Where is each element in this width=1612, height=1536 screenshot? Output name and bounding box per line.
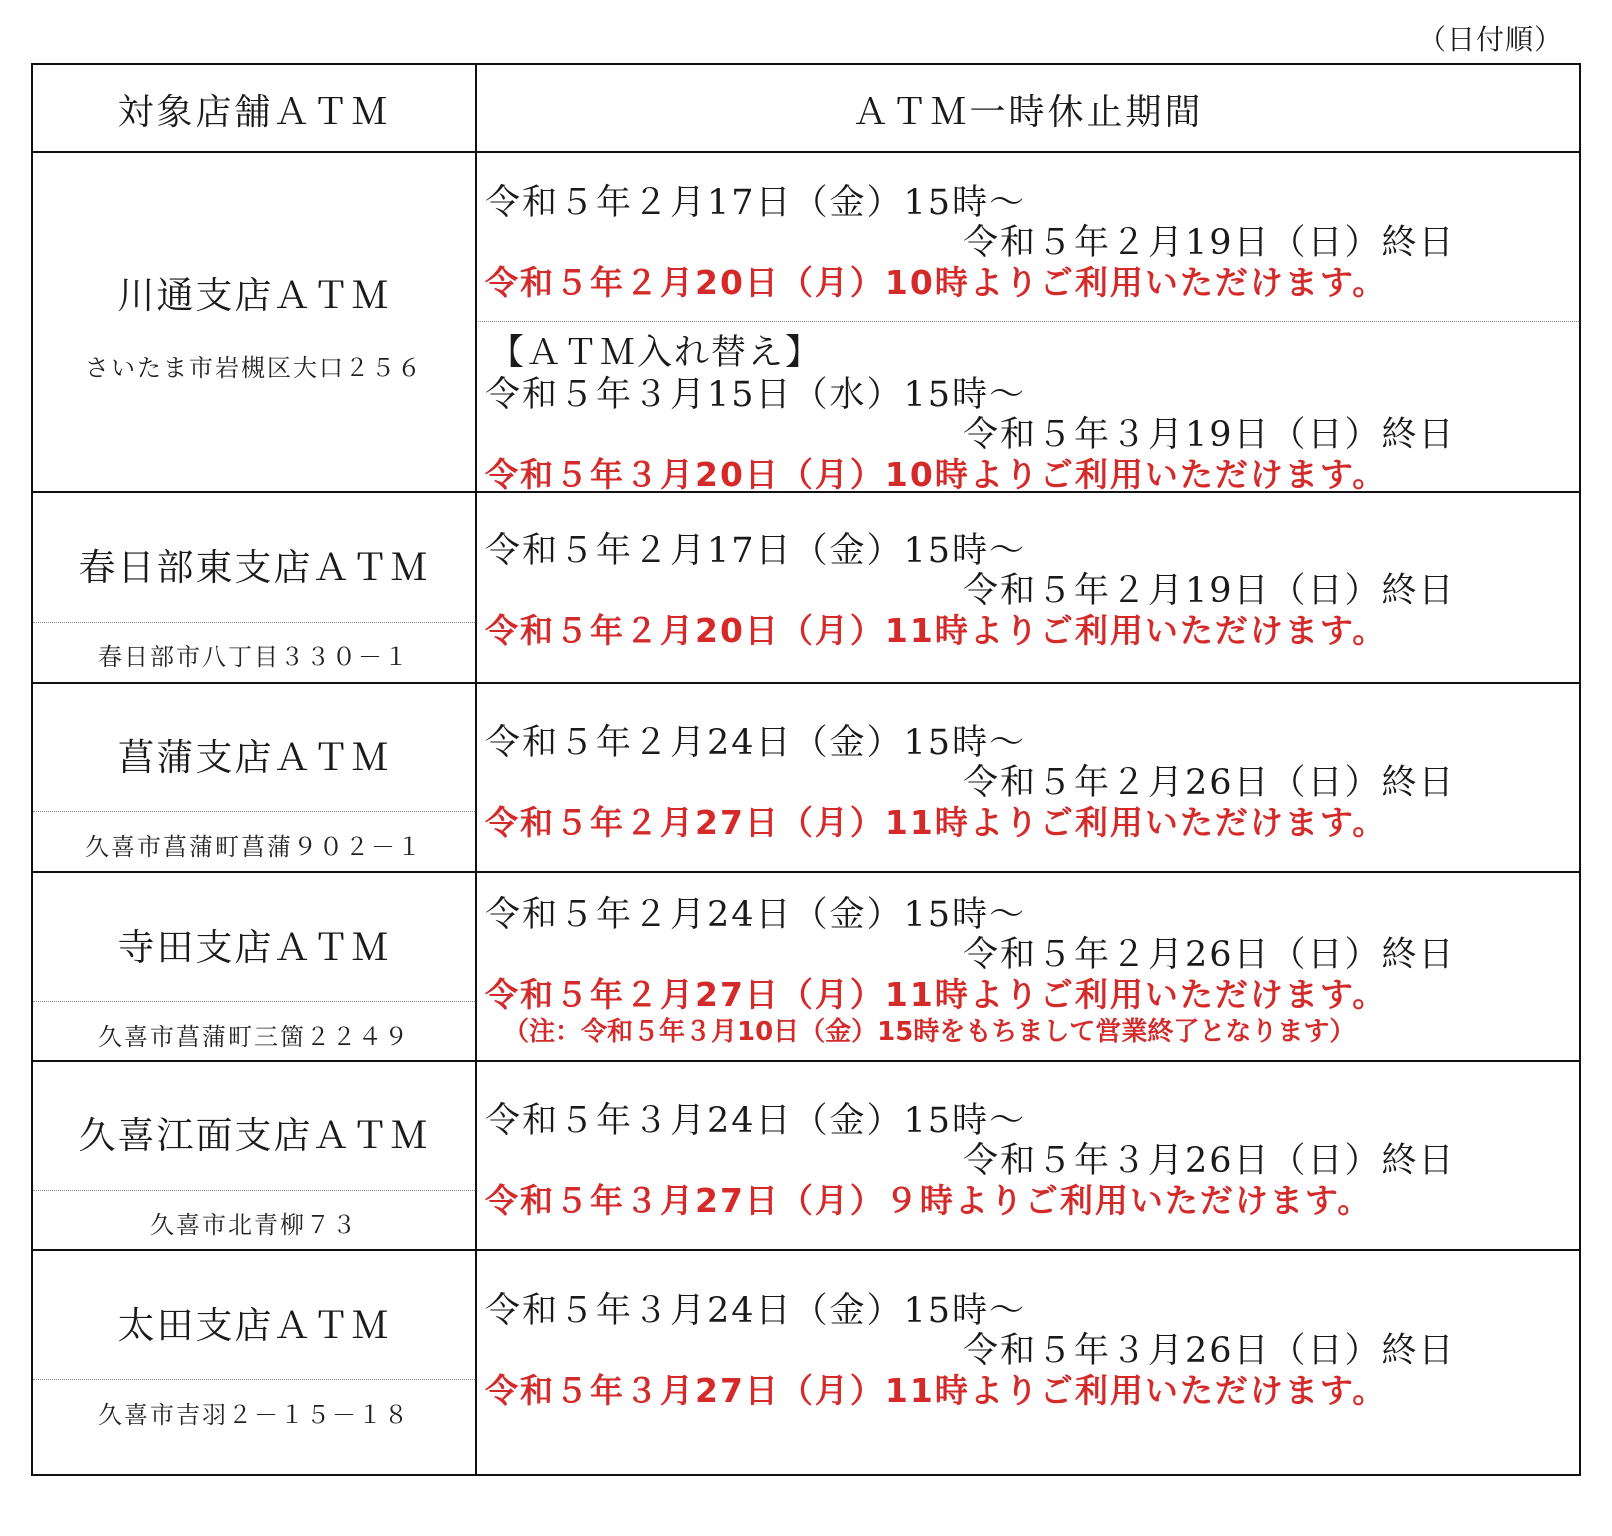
closure-note: （注：令和５年３月10日（金）15時をもちまして営業終了となります） [503, 1017, 1356, 1047]
resume-text: 令和５年３月27日（月）９時よりご利用いただけます。 [485, 1181, 1373, 1220]
replacement-tag: 【ＡＴＭ入れ替え】 [489, 333, 823, 373]
name-address-divider [33, 1379, 475, 1380]
period-start: 令和５年３月15日（水）15時～ [485, 375, 1027, 415]
period-start: 令和５年３月24日（金）15時～ [485, 1101, 1027, 1141]
row-divider [33, 491, 1579, 493]
row-divider [33, 682, 1579, 684]
branch-address: さいたま市岩槻区大口２５６ [85, 354, 423, 382]
period-start: 令和５年２月24日（金）15時～ [485, 895, 1027, 935]
name-address-divider [33, 1001, 475, 1002]
period-start: 令和５年２月17日（金）15時～ [485, 531, 1027, 571]
resume-text: 令和５年３月27日（月）11時よりご利用いただけます。 [485, 1371, 1388, 1410]
period-end: 令和５年２月19日（日）終日 [963, 571, 1456, 611]
period-end: 令和５年２月26日（日）終日 [963, 935, 1456, 975]
row-divider [33, 871, 1579, 873]
resume-text: 令和５年２月27日（月）11時よりご利用いただけます。 [485, 803, 1388, 842]
branch-address: 久喜市吉羽２－１５－１８ [98, 1401, 410, 1429]
header-suspension-period: ＡＴＭ一時休止期間 [852, 91, 1204, 133]
resume-text: 令和５年３月20日（月）10時よりご利用いただけます。 [485, 455, 1388, 494]
column-divider [475, 65, 477, 1474]
name-address-divider [33, 1190, 475, 1191]
branch-name: 寺田支店ＡＴＭ [117, 926, 391, 969]
period-start: 令和５年３月24日（金）15時～ [485, 1291, 1027, 1331]
period-end: 令和５年２月26日（日）終日 [963, 763, 1456, 803]
branch-address: 久喜市菖蒲町三箇２２４９ [98, 1023, 410, 1051]
row-divider [33, 151, 1579, 153]
period-end: 令和５年３月26日（日）終日 [963, 1331, 1456, 1371]
period-start: 令和５年２月24日（金）15時～ [485, 723, 1027, 763]
resume-text: 令和５年２月27日（月）11時よりご利用いただけます。 [485, 975, 1388, 1014]
branch-name: 菖蒲支店ＡＴＭ [117, 736, 391, 779]
branch-name: 春日部東支店ＡＴＭ [78, 546, 430, 589]
period-end: 令和５年３月26日（日）終日 [963, 1141, 1456, 1181]
period-start: 令和５年２月17日（金）15時～ [485, 183, 1027, 223]
branch-address: 久喜市菖蒲町菖蒲９０２－１ [85, 833, 423, 861]
name-address-divider [33, 811, 475, 812]
branch-name: 久喜江面支店ＡＴＭ [78, 1114, 430, 1157]
branch-name: 川通支店ＡＴＭ [117, 274, 391, 317]
branch-name: 太田支店ＡＴＭ [117, 1304, 391, 1347]
branch-address: 久喜市北青柳７３ [150, 1211, 358, 1239]
atm-suspension-table [31, 63, 1581, 1476]
period-divider [478, 321, 1579, 322]
row-divider [33, 1249, 1579, 1251]
row-divider [33, 1060, 1579, 1062]
resume-text: 令和５年２月20日（月）11時よりご利用いただけます。 [485, 611, 1388, 650]
header-store-atm: 対象店舗ＡＴＭ [117, 91, 391, 133]
resume-text: 令和５年２月20日（月）10時よりご利用いただけます。 [485, 263, 1388, 302]
sort-order-note: （日付順） [1418, 23, 1564, 56]
branch-address: 春日部市八丁目３３０－１ [98, 643, 410, 671]
period-end: 令和５年３月19日（日）終日 [963, 415, 1456, 455]
period-end: 令和５年２月19日（日）終日 [963, 223, 1456, 263]
name-address-divider [33, 622, 475, 623]
